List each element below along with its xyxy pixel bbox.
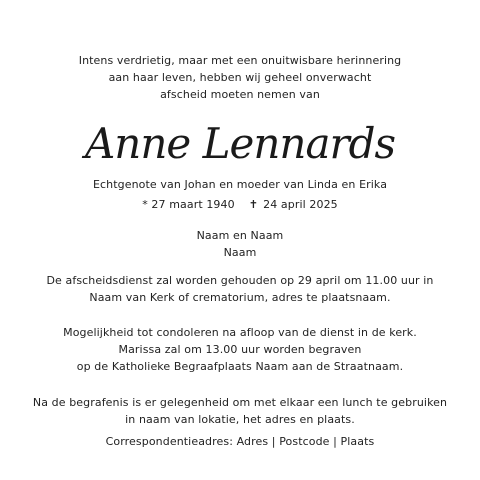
- intro-line: aan haar leven, hebben wij geheel onverwacht: [108, 71, 372, 84]
- death-date: 24 april 2025: [263, 198, 338, 211]
- intro-line: Intens verdrietig, maar met een onuitwisbare herinnering: [78, 54, 402, 67]
- intro-line: afscheid moeten nemen van: [160, 88, 320, 101]
- deceased-name: Anne Lennards: [84, 119, 396, 168]
- lunch-info: [0, 394, 480, 428]
- survivor-line: Naam: [223, 246, 257, 259]
- survivors: [0, 227, 480, 261]
- cross-icon: ✝: [248, 198, 259, 211]
- lunch-line: Na de begrafenis is er gelegenheid om met elkaar een lunch te gebruiken: [32, 396, 448, 409]
- service-info: [0, 272, 480, 306]
- birth-date: * 27 maart 1940: [142, 198, 235, 211]
- relation-line: Echtgenote van Johan en moeder van Linda en Erika: [92, 178, 388, 191]
- survivor-line: Naam en Naam: [196, 229, 284, 242]
- condolence-info: [0, 324, 480, 375]
- lunch-line: in naam van lokatie, het adres en plaats.: [125, 413, 355, 426]
- condolence-line: op de Katholieke Begraafplaats Naam aan de Straatnaam.: [76, 360, 404, 373]
- address-line: Correspondentieadres: Adres | Postcode | Plaats: [105, 435, 375, 448]
- condolence-line: Marissa zal om 13.00 uur worden begraven: [118, 343, 362, 356]
- intro-text: [0, 52, 480, 103]
- condolence-line: Mogelijkheid tot condoleren na afloop van de dienst in de kerk.: [63, 326, 417, 339]
- relation-text: [0, 176, 480, 193]
- correspondence-address: [0, 433, 480, 450]
- life-dates: [0, 193, 480, 213]
- service-line: Naam van Kerk of crematorium, adres te plaatsnaam.: [89, 291, 391, 304]
- service-line: De afscheidsdienst zal worden gehouden op 29 april om 11.00 uur in: [46, 274, 434, 287]
